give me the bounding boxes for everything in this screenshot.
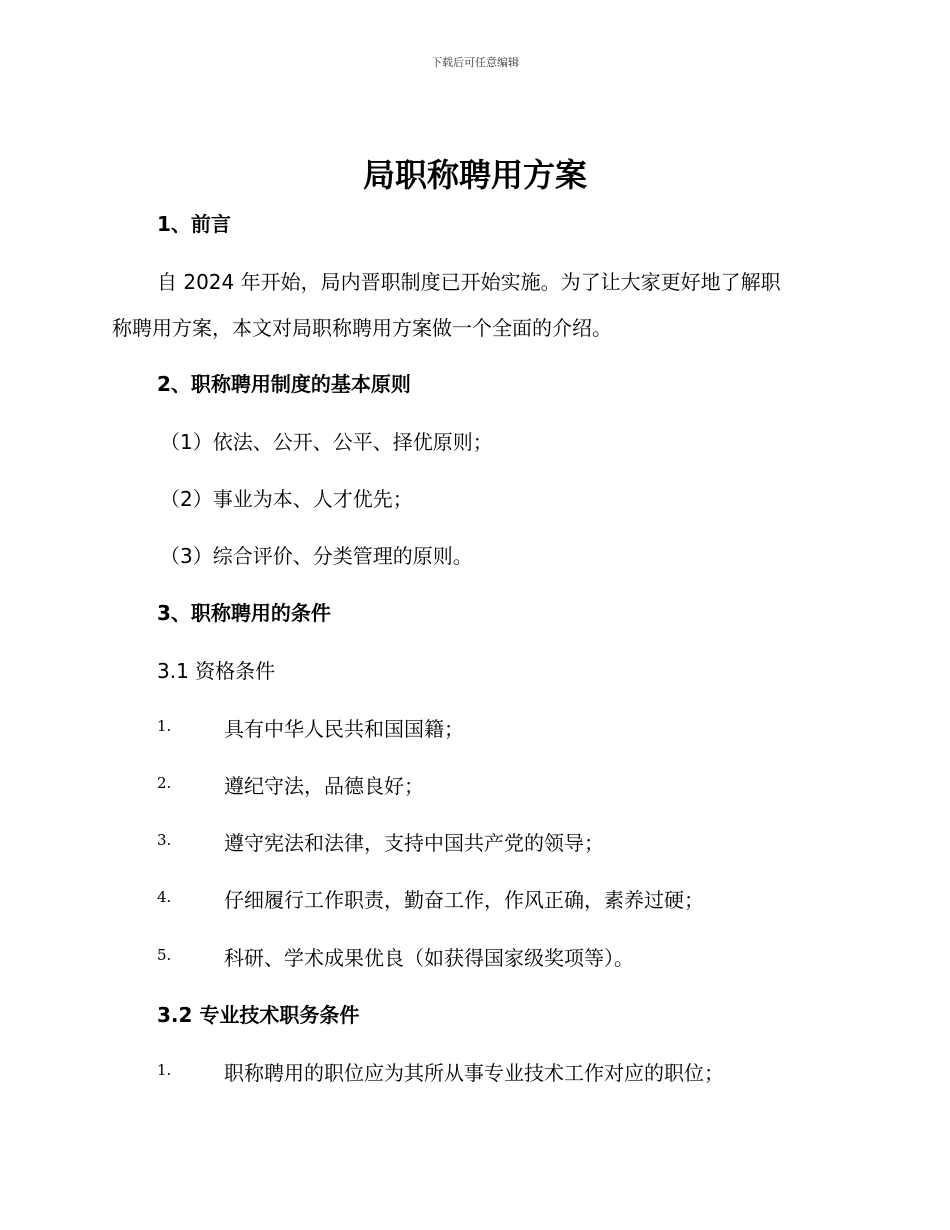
- list-item: [157, 827, 857, 855]
- list-item: [157, 942, 857, 970]
- list-item: [157, 713, 857, 741]
- principle-item: （2）事业为本、人才优先；: [160, 487, 413, 511]
- list-item-text: 科研、学术成果优良（如获得国家级奖项等）。: [224, 946, 634, 970]
- section-heading-conditions: 3、职称聘用的条件: [157, 601, 331, 625]
- list-item-text: 遵纪守法，品德良好；: [224, 774, 424, 798]
- list-item-number: 2.: [157, 774, 172, 792]
- subsection-heading-professional: 3.2 专业技术职务条件: [157, 1003, 360, 1027]
- section-heading-intro: 1、前言: [157, 212, 231, 236]
- principle-item: （3）综合评价、分类管理的原则。: [160, 544, 473, 568]
- subsection-heading-qualification: 3.1 资格条件: [157, 659, 276, 683]
- list-item-text: 具有中华人民共和国国籍；: [224, 717, 464, 741]
- list-item-text: 仔细履行工作职责，勤奋工作，作风正确，素养过硬；: [224, 888, 704, 912]
- list-item-number: 5.: [157, 946, 172, 964]
- list-item-number: 1.: [157, 717, 172, 735]
- principle-item: （1）依法、公开、公平、择优原则；: [160, 430, 493, 454]
- section-heading-principles: 2、职称聘用制度的基本原则: [157, 372, 411, 396]
- list-item: [157, 884, 857, 912]
- intro-paragraph-line-2: 称聘用方案，本文对局职称聘用方案做一个全面的介绍。: [112, 316, 612, 340]
- list-item-number: 3.: [157, 831, 172, 849]
- list-item-text: 遵守宪法和法律，支持中国共产党的领导；: [224, 831, 604, 855]
- list-item-number: 1.: [157, 1061, 172, 1079]
- list-item: [157, 770, 857, 798]
- intro-paragraph-line-1: 自 2024 年开始，局内晋职制度已开始实施。为了让大家更好地了解职: [157, 270, 781, 294]
- list-item: [157, 1057, 857, 1085]
- header-note: 下载后可任意编辑: [431, 56, 519, 69]
- list-item-number: 4.: [157, 888, 172, 906]
- list-item-text: 职称聘用的职位应为其所从事专业技术工作对应的职位；: [224, 1061, 724, 1085]
- document-title: 局职称聘用方案: [362, 156, 587, 194]
